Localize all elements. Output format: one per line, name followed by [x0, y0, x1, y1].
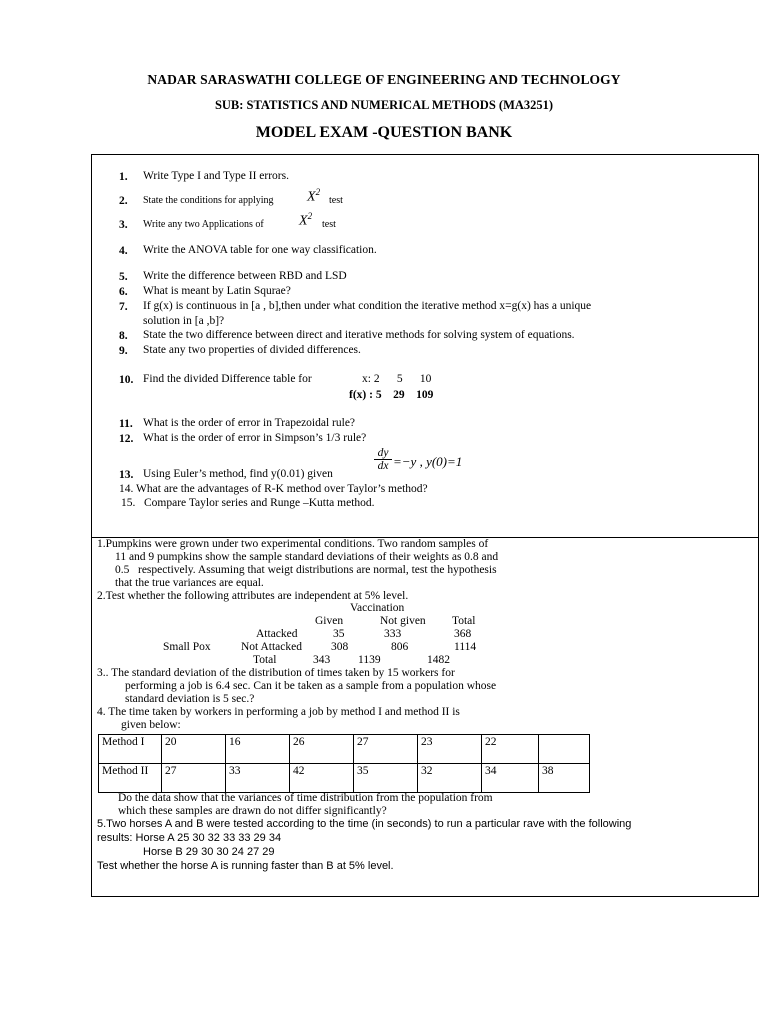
q14-text: 14. What are the advantages of R-K method over Taylor’s method? [119, 483, 428, 495]
q4-text: Write the ANOVA table for one way classification. [143, 244, 377, 256]
q10-f-values: f(x) : 5 29 109 [349, 389, 434, 401]
b-q2-total-not-given: 1139 [358, 654, 381, 666]
table-cell: 22 [482, 735, 539, 764]
b-q4-after1: Do the data show that the variances of time distribution from the population from [118, 792, 493, 804]
q5-number: 5. [119, 271, 128, 283]
q13-text: Using Euler’s method, find y(0.01) given [143, 468, 333, 480]
b-q5-line1: 5.Two horses A and B were tested according to the time (in seconds) to run a particular rave with the following [97, 818, 632, 830]
q7-text-continued: solution in [a ,b]? [143, 315, 225, 327]
b-q3-line1: 3.. The standard deviation of the distribution of times taken by 15 workers for [97, 667, 455, 679]
table-cell: 35 [354, 764, 418, 793]
q6-text: What is meant by Latin Squrae? [143, 285, 291, 297]
q2-suffix: test [329, 195, 343, 206]
q13-number: 13. [119, 469, 134, 481]
table-cell [539, 735, 590, 764]
exam-title: MODEL EXAM -QUESTION BANK [255, 124, 513, 141]
college-name: NADAR SARASWATHI COLLEGE OF ENGINEERING AND TECHNOLOGY [147, 72, 621, 87]
b-q2-not-attacked-total: 1114 [454, 641, 477, 653]
table-cell: 38 [539, 764, 590, 793]
b-q2-attacked-given: 35 [333, 628, 345, 640]
table-row [99, 764, 590, 793]
method1-label: Method I [99, 735, 162, 764]
q12-number: 12. [119, 433, 134, 445]
q8-number: 8. [119, 330, 128, 342]
b-q1-line3: 0.5 respectively. Assuming that weigt distributions are normal, test the hypothesis [115, 564, 497, 576]
b-q1-line4: that the true variances are equal. [115, 577, 264, 589]
b-q2-attacked: Attacked [256, 628, 298, 640]
b-q2-not-attacked: Not Attacked [241, 641, 302, 653]
q10-text: Find the divided Difference table for [143, 373, 312, 385]
q13-dy: dy [377, 447, 389, 459]
q13-derivative [374, 447, 392, 472]
b-q2-total: Total [452, 615, 476, 627]
q10-number: 10. [119, 374, 134, 386]
b-q2-not-attacked-not-given: 806 [391, 641, 409, 653]
table-cell: 42 [290, 764, 354, 793]
b-q1-line2: 11 and 9 pumpkins show the sample standard deviations of their weights as 0.8 and [115, 551, 499, 563]
b-q2-attacked-not-given: 333 [384, 628, 402, 640]
q1-number: 1. [119, 171, 128, 183]
q15-text: 15. Compare Taylor series and Runge –Kutta method. [121, 497, 375, 509]
q3-number: 3. [119, 219, 128, 231]
q2-number: 2. [119, 195, 128, 207]
q7-number: 7. [119, 301, 128, 313]
table-row [99, 735, 590, 764]
q13-dx: dx [374, 459, 392, 472]
method-times-table [98, 734, 590, 793]
table-cell: 32 [418, 764, 482, 793]
b-q2-total-total: 1482 [427, 654, 450, 666]
q7-text: If g(x) is continuous in [a , b],then under what condition the iterative method x=g(x) has a unique [143, 300, 592, 312]
b-q2-not-given: Not given [380, 615, 426, 627]
q2-text: State the conditions for applying [143, 195, 274, 206]
b-q2-given: Given [315, 615, 344, 627]
q3-suffix: test [322, 219, 336, 230]
b-q2-total-given: 343 [313, 654, 331, 666]
q2-chi-symbol: $X^2$ [307, 187, 321, 205]
table-cell: 34 [482, 764, 539, 793]
b-q4-line2: given below: [121, 719, 181, 731]
q9-number: 9. [119, 345, 128, 357]
table-cell: 16 [226, 735, 290, 764]
q8-text: State the two difference between direct and iterative methods for solving system of equations. [143, 329, 575, 341]
b-q2-total-label: Total [253, 654, 277, 666]
table-cell: 26 [290, 735, 354, 764]
q3-text: Write any two Applications of [143, 219, 264, 230]
b-q5-line3: Horse B 29 30 30 24 27 29 [143, 846, 275, 858]
b-q5-line2: results: Horse A 25 30 32 33 33 29 34 [97, 832, 282, 844]
b-q3-line2: performing a job is 6.4 sec. Can it be taken as a sample from a population whose [125, 680, 497, 692]
q11-text: What is the order of error in Trapezoidal rule? [143, 417, 356, 429]
b-q2-vaccination: Vaccination [350, 602, 405, 614]
b-q2-attacked-total: 368 [454, 628, 472, 640]
q3-chi-symbol: $X^2$ [299, 211, 313, 229]
table-cell: 23 [418, 735, 482, 764]
b-q4-after2: which these samples are drawn do not differ significantly? [118, 805, 387, 817]
table-cell: 27 [354, 735, 418, 764]
q9-text: State any two properties of divided differences. [143, 344, 361, 356]
b-q4-line1: 4. The time taken by workers in performing a job by method I and method II is [97, 706, 460, 718]
q6-number: 6. [119, 286, 128, 298]
table-cell: 20 [162, 735, 226, 764]
b-q2-not-attacked-given: 308 [331, 641, 349, 653]
q10-x-values: x: 2 5 10 [362, 373, 432, 385]
b-q1-line1: 1.Pumpkins were grown under two experimental conditions. Two random samples of [97, 538, 489, 550]
q4-number: 4. [119, 245, 128, 257]
b-q5-line4: Test whether the horse A is running faster than B at 5% level. [97, 860, 394, 872]
table-cell: 27 [162, 764, 226, 793]
table-cell: 33 [226, 764, 290, 793]
b-q2-text: 2.Test whether the following attributes are independent at 5% level. [97, 590, 409, 602]
q11-number: 11. [119, 418, 133, 430]
b-q2-small-pox: Small Pox [163, 641, 211, 653]
b-q3-line3: standard deviation is 5 sec.? [125, 693, 255, 705]
q13-equation: =−y , y(0)=1 [393, 454, 463, 469]
subject-line: SUB: STATISTICS AND NUMERICAL METHODS (MA3251) [214, 98, 554, 112]
q12-text: What is the order of error in Simpson’s 1/3 rule? [143, 432, 367, 444]
method2-label: Method II [99, 764, 162, 793]
q1-text: Write Type I and Type II errors. [143, 170, 289, 182]
q5-text: Write the difference between RBD and LSD [143, 270, 347, 282]
